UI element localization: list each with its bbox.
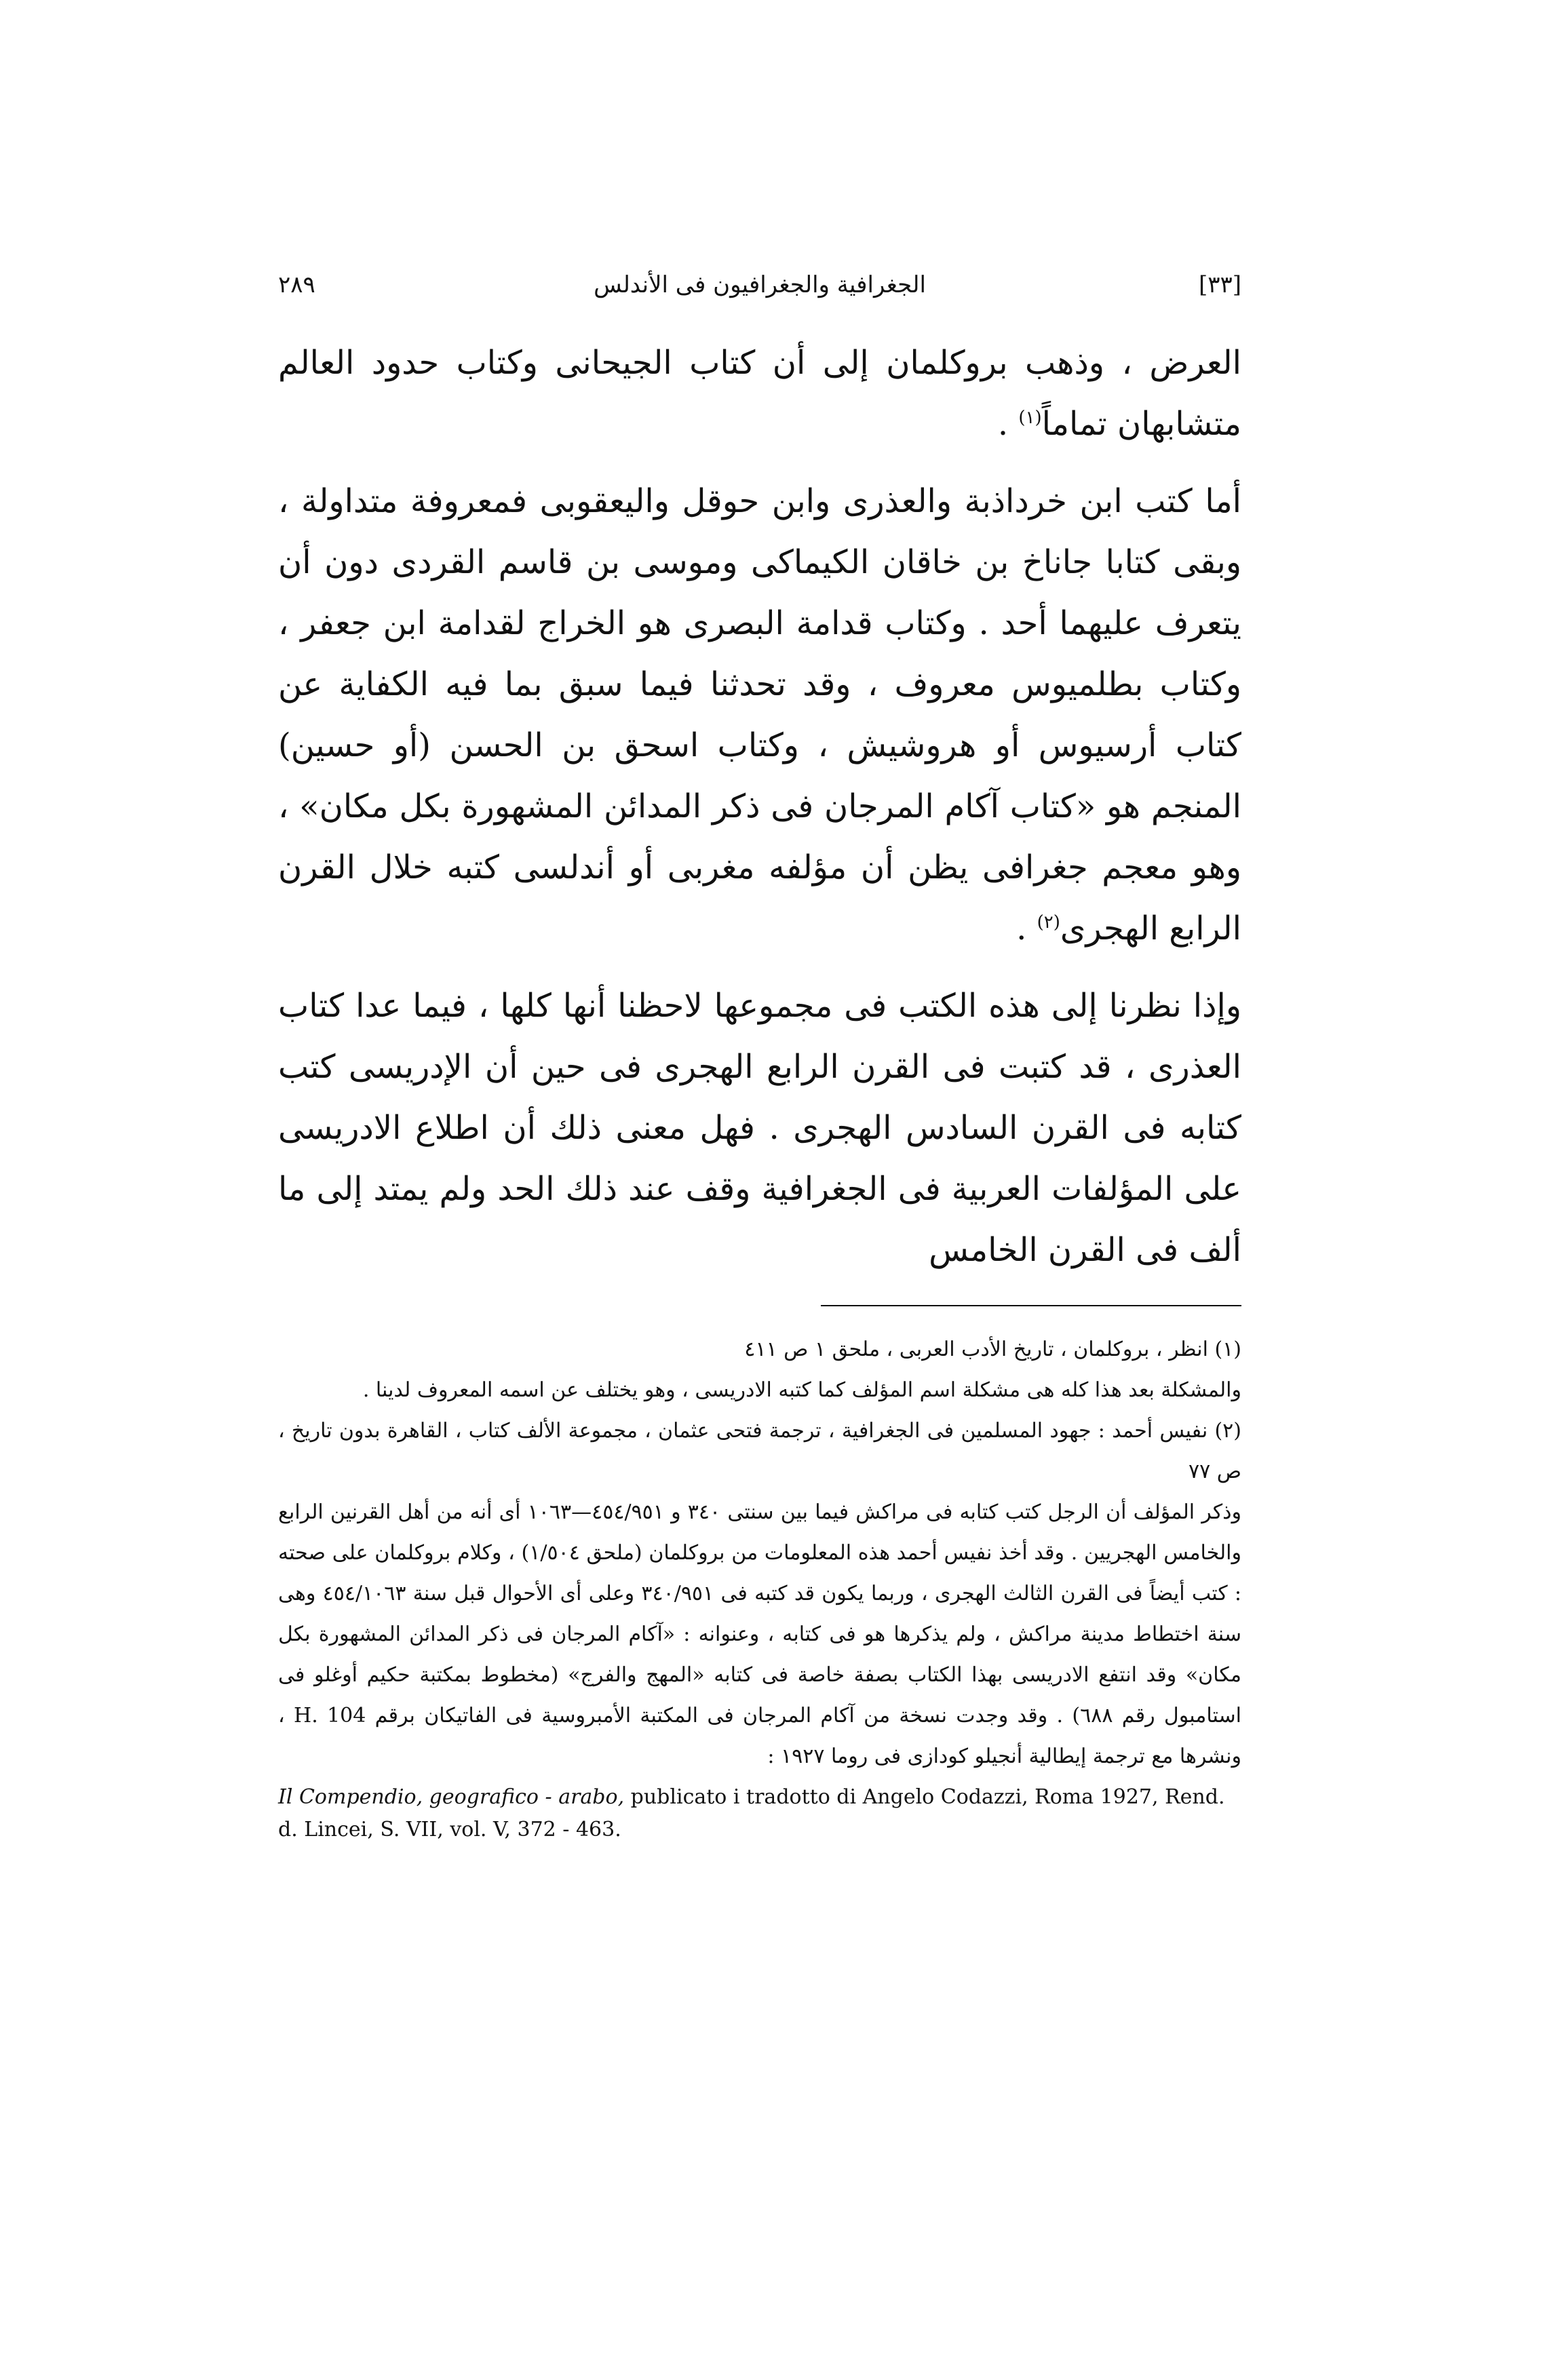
paragraph <box>278 471 1241 959</box>
paragraph <box>278 332 1241 454</box>
main-text <box>278 332 1241 1281</box>
latin-reference <box>278 1781 1241 1846</box>
chapter-number: [٣٣] <box>1198 271 1241 298</box>
running-head <box>278 271 1241 312</box>
page-number: ٢٨٩ <box>278 271 315 298</box>
paragraph-text: أما كتب ابن خرداذبة والعذرى وابن حوقل واليعقوبى فمعروفة متداولة ، وبقى كتابا جاناخ بن خاقان الكيماكى وموسى بن قاسم القردى دون أن يتعرف عليهما أحد . وكتاب قدامة البصرى هو الخراج لقدامة ابن جعفر ، وكتاب بطلميوس معروف ، وقد تحدثنا فيما سبق بما فيه الكفاية عن كتاب أرسيوس أو هروشيش ، وكتاب اسحق بن الحسن (أو حسين) المنجم هو «كتاب آكام المرجان فى ذكر المدائن المشهورة بكل مكان» ، وهو معجم جغرافى يظن أن مؤلفه مغربى أو أندلسى كتبه خلال القرن الرابع الهجرى <box>278 482 1241 948</box>
paragraph-end: . <box>1016 910 1037 948</box>
paragraph <box>278 975 1241 1281</box>
footnote-continuation: والمشكلة بعد هذا كله هى مشكلة اسم المؤلف كما كتبه الادريسى ، وهو يختلف عن اسمه المعروف لدينا . <box>362 1378 1241 1402</box>
footnote-continuation: وذكر المؤلف أن الرجل كتب كتابه فى مراكش فيما بين سنتى ٣٤٠ و ٤٥٤/٩٥١—١٠٦٣ أى أنه من أهل القرنين الرابع والخامس الهجريين . وقد أخذ نفيس أحمد هذه المعلومات من بروكلمان (ملحق ١/٥٠٤) ، وكلام بروكلمان على صحته : كتب أيضاً فى القرن الثالث الهجرى ، وربما يكون قد كتبه فى ٣٤٠/٩٥١ وعلى أى الأحوال قبل سنة ٤٥٤/١٠٦٣ وهى سنة اختطاط مدينة مراكش ، ولم يذكرها هو فى كتابه ، وعنوانه : «آكام المرجان فى ذكر المدائن المشهورة بكل مكان» وقد انتفع الادريسى بهذا الكتاب بصفة خاصة فى كتابه «المهج والفرج» (مخطوط بمكتبة حكيم أوغلو فى استامبول رقم ٦٨٨) . وقد وجدت نسخة من آكام المرجان فى المكتبة الأمبروسية فى الفاتيكان برقم H. 104 ، ونشرها مع ترجمة إيطالية أنجيلو كودازى فى روما ١٩٢٧ : <box>278 1500 1242 1768</box>
paragraph-text: وإذا نظرنا إلى هذه الكتب فى مجموعها لاحظنا أنها كلها ، فيما عدا كتاب العذرى ، قد كتبت فى القرن الرابع الهجرى فى حين أن الإدريسى كتب كتابه فى القرن السادس الهجرى . فهل معنى ذلك أن اطلاع الادريسى على المؤلفات العربية فى الجغرافية وقف عند ذلك الحد ولم يمتد إلى ما ألف فى القرن الخامس <box>278 987 1241 1269</box>
latin-details: publicato i tradotto di Angelo Codazzi, Roma 1927, Rend. d. Lincei, S. VII, vol. V, 372 - 463. <box>278 1785 1225 1841</box>
footnote-divider <box>821 1305 1241 1306</box>
book-page <box>278 271 1241 1846</box>
footnotes <box>278 1329 1241 1846</box>
footnote-ref: (١) <box>1018 408 1042 428</box>
footnote: (٢) نفيس أحمد : جهود المسلمين فى الجغرافية ، ترجمة فتحى عثمان ، مجموعة الألف كتاب ، القاهرة بدون تاريخ ، ص ٧٧ <box>278 1419 1241 1483</box>
paragraph-end: . <box>997 405 1019 443</box>
running-title: الجغرافية والجغرافيون فى الأندلس <box>594 271 926 298</box>
latin-title: Il Compendio, geografico - arabo, <box>278 1785 625 1809</box>
paragraph-text: العرض ، وذهب بروكلمان إلى أن كتاب الجيحانى وكتاب حدود العالم متشابهان تماماً <box>278 344 1242 443</box>
footnote: (١) انظر ، بروكلمان ، تاريخ الأدب العربى ، ملحق ١ ص ٤١١ <box>744 1338 1241 1361</box>
footnote-ref: (٢) <box>1037 912 1060 933</box>
